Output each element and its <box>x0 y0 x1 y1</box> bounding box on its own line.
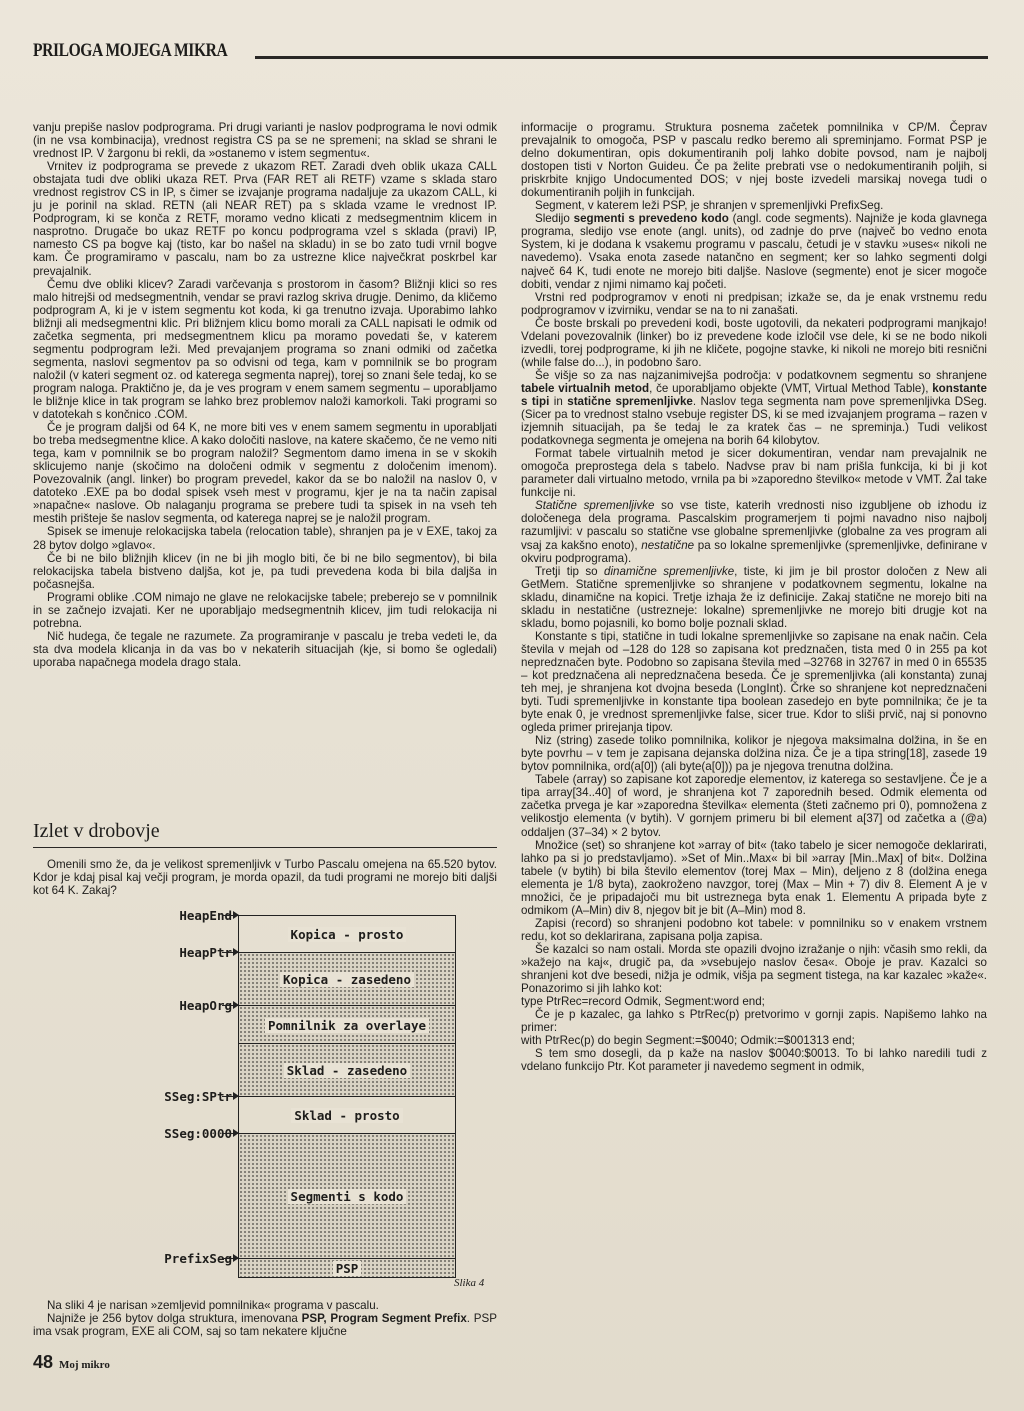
segment-label: Kopica - zasedeno <box>280 972 414 987</box>
page-number: 48 <box>33 1352 54 1372</box>
paragraph <box>521 499 987 564</box>
memory-map-diagram <box>60 905 510 1295</box>
arrow-sseg-0000 <box>222 1133 238 1134</box>
left-column-top <box>33 121 497 813</box>
text-run: Sledijo <box>535 212 574 226</box>
paragraph: vanju prepiše naslov podprograma. Pri drugi varianti je naslov podprograma le novi odmik (in ne vsa kombinacija), vrednost registra CS pa se ne spremeni; na sklad se shrani le vrednost IP. V žargonu bi rekli, da »ostanemo v istem segmentu«. <box>33 121 497 161</box>
bold-term: statične spremenljivke <box>567 394 693 408</box>
bold-term: konstante s tipi <box>521 381 987 408</box>
paragraph: Še kazalci so nam ostali. Morda ste opazili dvojno izražanje o njih: včasih smo rekli, da »kažejo na kaj«, drugič pa, da »vsebujejo naslov česa«. Oboje je prav. Kazalci so shranjeni kot dve besedi, nižja je odmik, višja pa segment tistega, na kar kazalec »kaže«. Ponazorimo si jih lahko kot: <box>521 942 987 996</box>
section-title: Izlet v drobovje <box>33 820 160 842</box>
segment-label: PSP <box>333 1261 362 1276</box>
right-column <box>521 121 987 1371</box>
label-heapend: HeapEnd <box>179 908 232 923</box>
section-rule <box>33 847 497 848</box>
paragraph: Množice (set) so shranjene kot »array of bit« (tako tabelo je sicer nemogoče deklarirati, lahko pa si jo predstavljamo). »Set of Min..Max« bi bil »array [Min..Max] of bit«. Dolžina tabele (v bytih) bi bila število elementov (torej Max – Min), deljeno z 8 (dolžina enega elementa je 1/8 byta), zaokroženo navzgor, torej (Max – Min + 7) div 8. Element A je v množici, če je pripadajoči mu bit ustreznega byta enak 1. Elementu A pripada byte z odmikom (A–Min) div 8, njegov bit je bit (A–Min) mod 8. <box>521 838 987 917</box>
paragraph: Segment, v katerem leži PSP, je shranjen v spremenljivki PrefixSeg. <box>535 199 884 213</box>
segment-heap-free <box>238 915 456 953</box>
left-column-intro <box>33 858 497 897</box>
paragraph: Konstante s tipi, statične in tudi lokalne spremenljivke so zapisane na enak način. Cela števila v mejah od –128 do 128 so zapisana kot predznačen, tista med 0 in 255 pa kot nepredznačen byte. Podobno so zapisana števila med –32768 in 32767 in med 0 in 65535 – kot predznačena ali nepredznačena beseda. Če je spremenljivka (ali konstanta) zunaj teh mej, je shranjena kot dvojna beseda (LongInt). Črke so shranjene kot nepredznačeni byti. Tudi spremenljivke in konstante tipa boolean zasedejo en byte pomnilnika; če je ta byte enak 0, je vrednost spremenljivke false, sicer true. Kdor to sliši prvič, naj si ponovno ogleda primer prirejanja tipov. <box>521 629 987 735</box>
paragraph: Čemu dve obliki klicev? Zaradi varčevanja s prostorom in časom? Bližnji klici so res malo hitrejši od medsegmentnih, vendar se pravi razlog skriva drugje. Denimo, da kličemo podprogram A, ki je v istem segmentu kot koda, ki ga trenutno izvaja. Uporabimo lahko bližnji ali medsegmentni klic. Pri bližnjem klicu bomo morali za CALL napisati le odmik od začetka segmenta, pri medsegmentnem klicu pa moramo povedati še, v katerem segmentu podprogram leži. Med prevajanjem programa so znani odmiki od začetka segmenta, naslovi segmentov pa so odvisni od tega, kam v pomnilnik se bo program naložil (v kateri segment oz. od katerega segmenta naprej), torej so znani šele tedaj, ko se program naloga. Praktično je, da je ves program v enem samem segmentu – uporabljamo le bližnje klice in tak program se lahko brez problemov naloži kamorkoli. Taki programi so v datotekah s končnico .COM. <box>33 277 497 422</box>
magazine-name: Moj mikro <box>59 1359 110 1371</box>
paragraph: Zapisi (record) so shranjeni podobno kot tabele: v pomnilniku so v enakem vrstnem redu, kot so deklarirana, zapisana polja zapisa. <box>521 916 987 943</box>
segment-label: Sklad - prosto <box>291 1108 402 1123</box>
header-rule <box>255 56 988 59</box>
text-run: Še višje so za nas najzanimivejša področja: v podatkovnem segmentu so shranjene <box>535 368 987 382</box>
arrow-heapptr <box>222 952 238 953</box>
code-line: with PtrRec(p) do begin Segment:=$0040; Odmik:=$001313 end; <box>521 1034 855 1048</box>
arrow-heapend <box>222 915 238 916</box>
paragraph: Spisek se imenuje relokacijska tabela (relocation table), shranjen pa je v EXE, takoj za 28 bytov dolgo »glavo«. <box>33 525 497 552</box>
paragraph: Na sliki 4 je narisan »zemljevid pomnilnika« programa v pascalu. <box>47 1299 379 1312</box>
paragraph: Če bi ne bilo bližnjih klicev (in ne bi jih moglo biti, če bi ne bilo segmentov), bi bila relokacijska tabela bistveno daljša, kot je, pa tudi prevedena koda bi bila daljša in počasnejša. <box>33 551 497 591</box>
italic-term: dinamične spremenljivke <box>604 564 735 578</box>
text-run: in <box>549 394 568 408</box>
text-run: . PSP ima vsak program, EXE ali COM, saj so tam nekatere ključne <box>33 1312 497 1339</box>
figure-caption: Slika 4 <box>454 1277 485 1289</box>
code-line: type PtrRec=record Odmik, Segment:word end; <box>521 995 765 1009</box>
page-footer <box>33 1352 110 1373</box>
segment-label: Pomnilnik za overlaye <box>265 1018 429 1033</box>
left-column-bottom <box>33 1299 497 1338</box>
segment-overlay <box>238 1005 456 1044</box>
paragraph: Če je p kazalec, ga lahko s PtrRec(p) pretvorimo v gornji zapis. Napišemo lahko na primer: <box>521 1008 987 1035</box>
paragraph: Če je program daljši od 64 K, ne more biti ves v enem samem segmentu in uporabljati bo treba medsegmentne klice. A kako določiti naslove, na katere skačemo, če ne vemo niti tega, kam v pomnilnik se bo program naložil? Segmentom damo imena in se v skokih sklicujemo nanje (skočimo na določeni odmik v segmentu z določenim imenom). Povezovalnik (angl. linker) bo program prevedel, kakor da se bo naložil na naslov 0, v datoteko .EXE pa bo dodal spisek vseh mest v programu, kjer je na ta način zapisal »napačne« naslove. Ob nalaganju programa se prebere tudi ta spisek in na vseh teh mestih prišteje še naslov segmenta, od katerega naprej se je naložil program. <box>33 421 498 526</box>
text-run: . Naslov tega segmenta nam pove spremenljivka DSeg. (Sicer pa to vrednost stalno vsebuje register DS, ki se med izvajanjem programa – razen v izjemnih situacijah, pa še tedaj le za kratek čas – ne spreminja.) Tudi velikost podatkovnega segmenta je omejena na borih 64 kilobytov. <box>521 394 988 448</box>
label-heaporg: HeapOrg <box>179 998 232 1013</box>
paragraph: informacije o programu. Struktura posnema začetek pomnilnika v CP/M. Čeprav prevajalnik to omogoča, PSP v pascalu redko beremo ali spreminjamo. Format PSP je delno dokumentiran, opis dokumentiranih polj lahko dobite povsod, nam je najbolj dostopen tisti v Norton Guideu. Če pa želite prebrati vse o nedokumentiranih poljih, si priskrbite knjigo Undocumented DOS; v njej boste izvedeli marsikaj novega tudi o dokumentiranih poljih in funkcijah. <box>521 121 987 200</box>
paragraph <box>33 1312 497 1338</box>
bold-term: segmenti s prevedeno kodo <box>573 212 729 226</box>
segment-code <box>238 1133 456 1259</box>
paragraph: Niz (string) zasede toliko pomnilnika, kolikor je njegova maksimalna dolžina, in še en byte povrhu – v tem je zapisana dejanska dolžina niza. Če je a tipa string[18], zasede 19 bytov pomnilnika, ord(a[0]) (ali byte(a[0])) pa je njegova trenutna dolžina. <box>521 734 987 774</box>
paragraph <box>521 369 987 447</box>
paragraph <box>521 565 987 630</box>
label-sseg-0000: SSeg:0000 <box>164 1126 232 1141</box>
arrow-heaporg <box>222 1005 238 1006</box>
text-run: , če uporabljamo objekte (VMT, Virtual Method Table), <box>649 381 933 395</box>
paragraph: Tabele (array) so zapisane kot zaporedje elementov, iz katerega so sestavljene. Če je a tipa array[34..40] of word, je shranjena kot 7 zaporednih besed. Odmik elementa od začetka prvega je kar »zaporedna številka« elementa (šteti začnemo pri 0), pomnožena z velikostjo elementa (v bytih). V gornjem primeru bi bil element a[37] od začetka a (@a) oddaljen (37–34) × 2 bytov. <box>521 773 987 839</box>
paragraph <box>521 212 987 290</box>
text-run: (angl. code segments). Najniže je koda glavnega programa, sledijo vse enote (angl. units), od zadnje do prve (največ bo vedno enota System, ki je dodana k vsakemu programu v pascalu, četudi je v stavku »uses« nikoli ne navedemo). Vsaka enota zasede natančno en segment; ker so lahko segmenti dolgi največ 64 K, tudi enote ne morejo biti daljše. Naslove (segmente) enot je sicer mogoče dobiti, vendar z njimi nimamo kaj početi. <box>521 212 987 291</box>
paragraph: Nič hudega, če tegale ne razumete. Za programiranje v pascalu je treba vedeti le, da sta dva modela klicanja in da vas bo v nekaterih situacijah (kje, si bomo še ogledali) uporaba napačnega modela drago stala. <box>33 629 497 669</box>
segment-psp <box>238 1258 456 1278</box>
text-run: , tiste, ki jim je bil prostor določen z New ali GetMem. Statične spremenljivke so shranjene v podatkovnem segmentu, lokalne na skladu, dinamične na kopici. Tretje izhaja že iz definicije. Zakaj statične ne morejo biti na skladu in nestatične (ustrezneje: lokalne) spremenljivke ne morejo biti drugje kot na skladu, bomo pojasnili, ko bomo bolje poznali sklad. <box>521 564 987 630</box>
label-prefixseg: PrefixSeg <box>164 1251 232 1266</box>
paragraph: Če boste brskali po prevedeni kodi, boste ugotovili, da nekateri podprogrami manjkajo! Vdelani povezovalnik (linker) bo iz prevedene kode izločil vse dele, ki se ne bodo nikoli izvedli, torej podprograme, ki jih ne kličete, pogojne stavke, ki nikoli ne morejo biti resnični (while false do...), in podobno šaro. <box>521 316 987 369</box>
label-sseg-sptr: SSeg:SPtr <box>164 1089 232 1104</box>
section-header-title: PRILOGA MOJEGA MIKRA <box>33 40 228 61</box>
arrow-sseg-sptr <box>222 1096 238 1097</box>
segment-heap-used <box>238 952 456 1006</box>
paragraph: Vrnitev iz podprograma se prevede z ukazom RET. Zaradi dveh oblik ukaza CALL obstajata tudi dve obliki ukaza RET. Prva (FAR RET ali RETF) vzame s sklada staro vrednost registrov CS in IP, s čimer se izvajanje programa nadaljuje za ukazom CALL, ki ju je porinil na sklad. RETN (ali NEAR RET) pa s sklada vzame le vrednost IP. Podprogram, ki se konča z RETF, moramo vedno klicati z medsegmentnim klicem in nasprotno. Drugače bo ukaz RETF po koncu podprograma vzel s sklada (pravi) IP, namesto CS pa bogve kaj (tisto, kar bo našel na skladu) in se bo zato tudi vrnil bogve kam. Če programiramo v pascalu, nam bo za ustrezne klice največkrat poskrbel kar prevajalnik. <box>33 160 497 278</box>
paragraph: Omenili smo že, da je velikost spremenljivk v Turbo Pascalu omejena na 65.520 bytov. Kdor je kdaj pisal kaj večji program, je morda opazil, da tudi programi ne morejo biti daljši kot 64 K. Zakaj? <box>33 858 497 898</box>
segment-stack-free <box>238 1096 456 1134</box>
text-run: Tretji tip so <box>535 564 605 578</box>
text-run: so vse tiste, katerih vrednosti niso izgubljene ob izhodu iz določenega dela programa. Pascalskim programerjem ti pojmi navadno niso najbolj razumljivi: v pascalu so statične vse globalne spremenljivke (globalne za ves program ali vsaj za kakšno enoto), <box>521 499 987 552</box>
paragraph: Vrstni red podprogramov v enoti ni predpisan; izkaže se, da je enak vrstnemu redu podprogramov v izvirniku, vendar se na to ni zanašati. <box>521 290 987 317</box>
italic-term: Statične spremenljivke <box>535 499 655 513</box>
paragraph: Format tabele virtualnih metod je sicer dokumentiran, vendar nam prevajalnik ne omogoča preprostega dela s tabelo. Nadvse prav bi nam prišla funkcija, ki bi ji kot parameter dali virtualno metodo, vrnila pa bi »zaporedno številko« metode v VMT. Žal take funkcije ni. <box>521 447 987 500</box>
arrow-prefixseg <box>222 1258 238 1259</box>
segment-label: Segmenti s kodo <box>288 1189 407 1204</box>
segment-label: Kopica - prosto <box>288 927 407 942</box>
bold-term: tabele virtualnih metod <box>521 381 650 395</box>
text-run: pa so lokalne spremenljivke (spremenljivke, definirane v okviru podprograma). <box>521 538 988 565</box>
bold-term: PSP, Program Segment Prefix <box>301 1312 467 1326</box>
paragraph: Programi oblike .COM nimajo ne glave ne relokacijske tabele; preberejo se v pomnilnik in se začnejo izvajati. Ker ne uporabljajo medsegmentnih klicev, jim tudi relokacija ni potrebna. <box>33 590 497 630</box>
label-heapptr: HeapPtr <box>179 945 232 960</box>
segment-label: Sklad - zasedeno <box>284 1063 410 1078</box>
page-header <box>33 40 988 62</box>
paragraph: S tem smo dosegli, da p kaže na naslov $0040:$0013. To bi lahko naredili tudi z vdelano funkcijo Ptr. Kot parameter ji navedemo segment in odmik, <box>521 1047 987 1074</box>
italic-term: nestatične <box>641 538 695 552</box>
text-run: Najniže je 256 bytov dolga struktura, imenovana <box>47 1312 302 1326</box>
segment-stack-used <box>238 1043 456 1097</box>
